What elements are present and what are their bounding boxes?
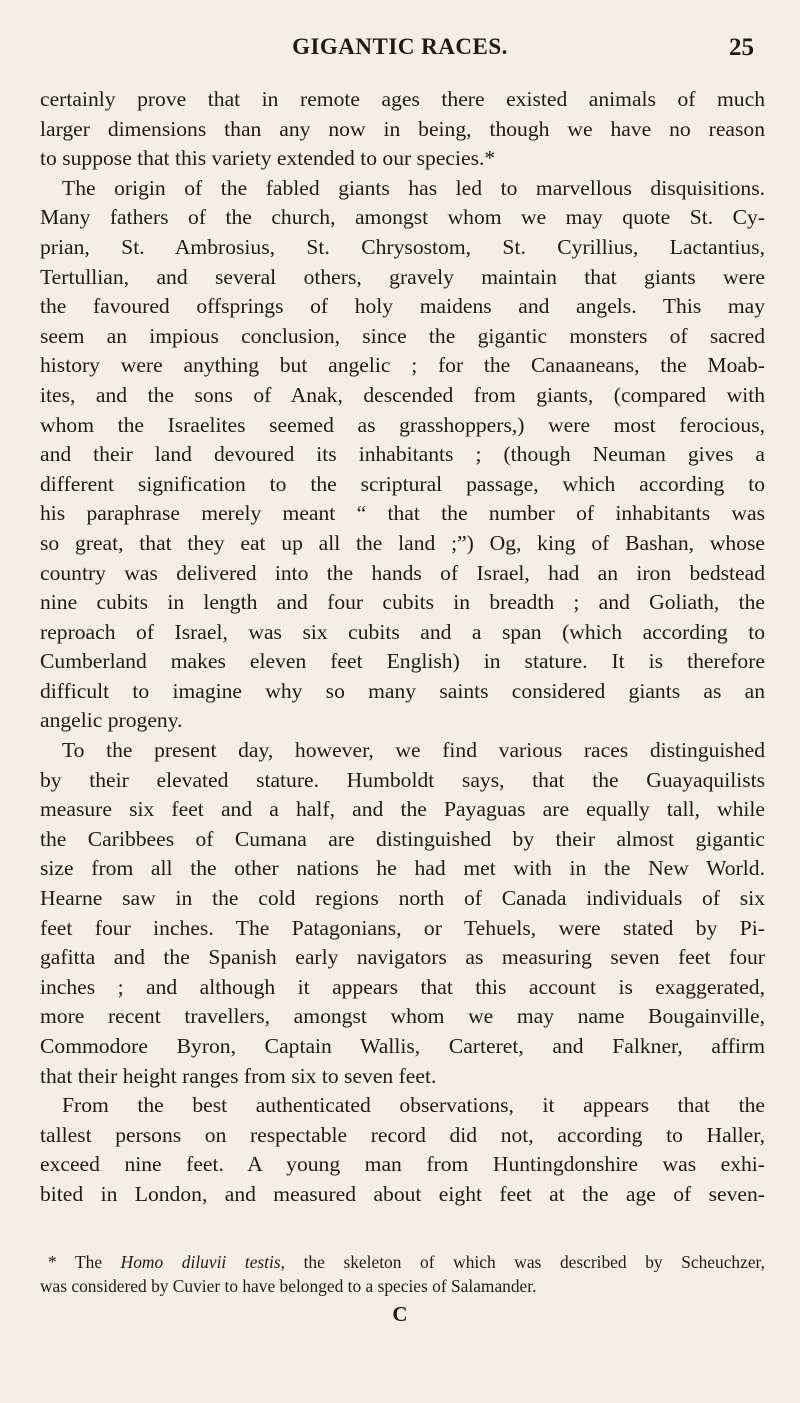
text-line: Cumberland makes eleven feet English) in stature. It is therefore: [40, 649, 765, 674]
text-line: gafitta and the Spanish early navigators as measuring seven feet four: [40, 945, 765, 970]
running-title: GIGANTIC RACES.: [292, 34, 508, 59]
text-line: certainly prove that in remote ages there existed animals of much: [40, 87, 765, 111]
text-line: history were anything but angelic ; for the Canaaneans, the Moab-: [40, 353, 765, 378]
text-line: tallest persons on respectable record did not, according to Haller,: [40, 1122, 765, 1147]
footnote-line: [40, 1250, 765, 1274]
text-line: difficult to imagine why so many saints considered giants as an: [40, 678, 765, 703]
text-line: more recent travellers, amongst whom we may name Bougainville,: [40, 1004, 765, 1029]
text-line: nine cubits in length and four cubits in breadth ; and Goliath, the: [40, 590, 765, 615]
text-line: angelic progeny.: [40, 708, 183, 733]
signature-mark: C: [392, 1302, 408, 1326]
text-line: measure six feet and a half, and the Payaguas are equally tall, while: [40, 797, 765, 822]
text-line: so great, that they eat up all the land ;”) Og, king of Bashan, whose: [40, 530, 765, 555]
text-line: his paraphrase merely meant “ that the number of inhabitants was: [40, 501, 765, 526]
text-line: seem an impious conclusion, since the gigantic monsters of sacred: [40, 323, 765, 348]
text-line: to suppose that this variety extended to our species.*: [40, 146, 496, 171]
text-line: From the best authenticated observations, it appears that the: [62, 1093, 765, 1118]
text-line: inches ; and although it appears that this account is exaggerated,: [40, 974, 765, 999]
footnote-italic-term: Homo diluvii testis: [120, 1252, 281, 1272]
text-line: different signification to the scriptural passage, which according to: [40, 471, 765, 496]
text-line: Hearne saw in the cold regions north of Canada individuals of six: [40, 886, 765, 911]
footnote-line: was considered by Cuvier to have belonged to a species of Salamander.: [40, 1276, 537, 1296]
footnote-marker: * The: [48, 1252, 121, 1272]
text-line: and their land devoured its inhabitants ; (though Neuman gives a: [40, 442, 765, 467]
text-line: larger dimensions than any now in being, though we have no reason: [40, 116, 765, 141]
text-line: size from all the other nations he had met with in the New World.: [40, 856, 765, 881]
footnote: [40, 1250, 765, 1298]
text-line: feet four inches. The Patagonians, or Tehuels, were stated by Pi-: [40, 915, 765, 940]
page-header: [0, 34, 800, 64]
text-line: that their height ranges from six to seven feet.: [40, 1063, 437, 1088]
text-line: country was delivered into the hands of Israel, had an iron bedstead: [40, 560, 765, 585]
text-line: Commodore Byron, Captain Wallis, Carteret, and Falkner, affirm: [40, 1034, 765, 1058]
text-line: the Caribbees of Cumana are distinguished by their almost gigantic: [40, 826, 765, 851]
text-line: the favoured offsprings of holy maidens and angels. This may: [40, 294, 765, 319]
text-line: ites, and the sons of Anak, descended from giants, (compared with: [40, 382, 765, 407]
text-line: whom the Israelites seemed as grasshoppers,) were most ferocious,: [40, 412, 765, 437]
text-line: reproach of Israel, was six cubits and a span (which according to: [40, 619, 765, 644]
text-line: To the present day, however, we find various races distinguished: [62, 738, 765, 763]
body-text: [40, 85, 765, 1210]
footnote-text: , the skeleton of which was described by Scheuchzer,: [280, 1252, 766, 1272]
text-line: Tertullian, and several others, gravely maintain that giants were: [40, 264, 765, 289]
text-line: by their elevated stature. Humboldt says, that the Guayaquilists: [40, 767, 765, 792]
text-line: exceed nine feet. A young man from Huntingdonshire was exhi-: [40, 1152, 765, 1177]
page-number: 25: [729, 34, 754, 61]
text-line: The origin of the fabled giants has led to marvellous disquisitions.: [62, 175, 765, 200]
text-line: Many fathers of the church, amongst whom we may quote St. Cy-: [40, 205, 765, 230]
text-line: prian, St. Ambrosius, St. Chrysostom, St. Cyrillius, Lactantius,: [40, 234, 765, 259]
text-line: bited in London, and measured about eight feet at the age of seven-: [40, 1181, 765, 1206]
